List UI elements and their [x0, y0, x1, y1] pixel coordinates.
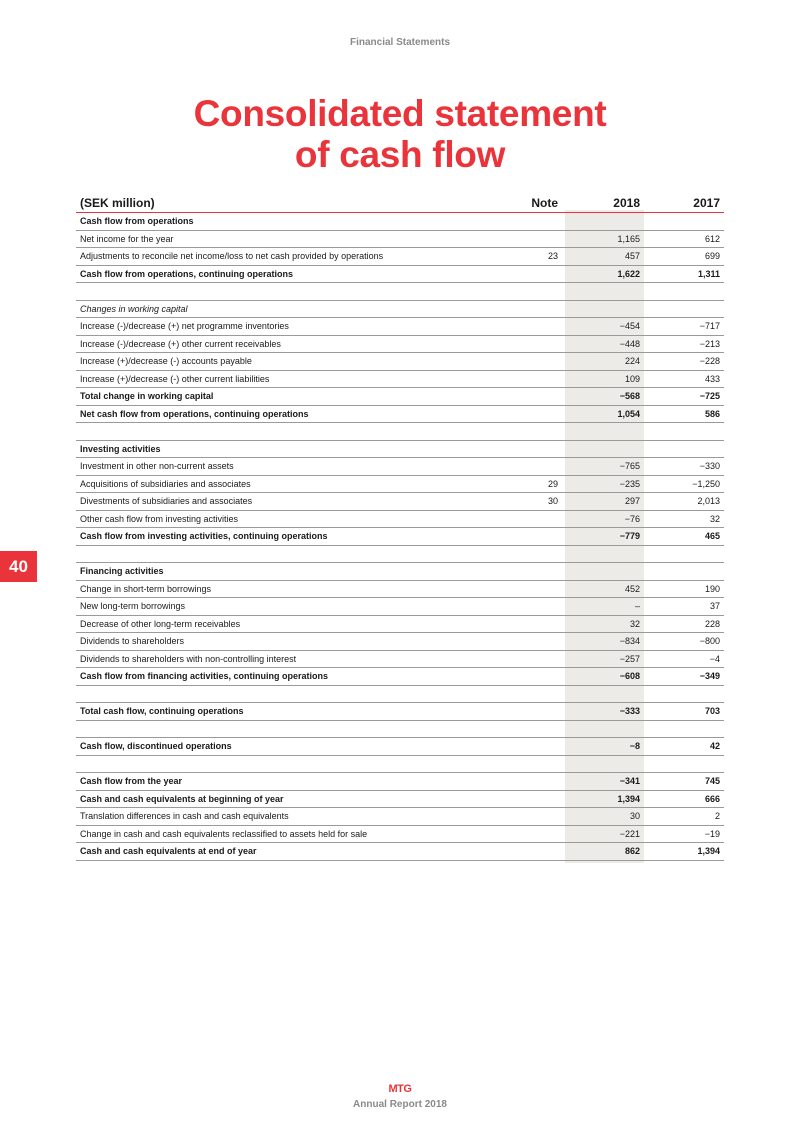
row-note [490, 843, 562, 861]
row-label [76, 545, 490, 563]
table-row [76, 213, 724, 231]
row-value-2018: 452 [565, 580, 644, 598]
row-note [490, 545, 562, 563]
table-spacer-row [76, 423, 724, 441]
row-note [490, 703, 562, 721]
row-value-2018 [565, 283, 644, 301]
row-label: Cash flow from operations, continuing operations [76, 265, 490, 283]
row-value-2018 [565, 755, 644, 773]
row-value-2017: −349 [644, 668, 724, 686]
row-value-2017: 666 [644, 790, 724, 808]
row-value-2018 [565, 300, 644, 318]
row-label: Acquisitions of subsidiaries and associates [76, 475, 490, 493]
table-row [76, 808, 724, 826]
table-row [76, 843, 724, 861]
row-value-2017: −1,250 [644, 475, 724, 493]
row-value-2018: −779 [565, 528, 644, 546]
row-note [490, 318, 562, 336]
row-value-2017 [644, 423, 724, 441]
row-note [490, 230, 562, 248]
row-value-2017 [644, 440, 724, 458]
footer-text: Annual Report 2018 [353, 1099, 447, 1110]
row-label: Increase (-)/decrease (+) other current receivables [76, 335, 490, 353]
row-note [490, 300, 562, 318]
row-value-2018: −765 [565, 458, 644, 476]
row-value-2017: −228 [644, 353, 724, 371]
row-value-2018: 297 [565, 493, 644, 511]
row-value-2017: 2 [644, 808, 724, 826]
row-value-2017: 1,311 [644, 265, 724, 283]
row-value-2017: −19 [644, 825, 724, 843]
row-value-2017 [644, 545, 724, 563]
row-value-2017: 2,013 [644, 493, 724, 511]
table-row [76, 370, 724, 388]
table-row [76, 248, 724, 266]
row-value-2017: 699 [644, 248, 724, 266]
row-value-2018 [565, 563, 644, 581]
row-value-2017: 745 [644, 773, 724, 791]
row-value-2017 [644, 300, 724, 318]
row-note [490, 685, 562, 703]
table-row [76, 615, 724, 633]
table-row [76, 353, 724, 371]
row-value-2018: −834 [565, 633, 644, 651]
row-value-2018 [565, 545, 644, 563]
cash-flow-table [76, 192, 724, 861]
row-value-2018 [565, 213, 644, 231]
table-row [76, 440, 724, 458]
row-note [490, 790, 562, 808]
row-note [490, 423, 562, 441]
table-spacer-row [76, 755, 724, 773]
row-note [490, 353, 562, 371]
row-label: Other cash flow from investing activities [76, 510, 490, 528]
row-note [490, 388, 562, 406]
row-value-2017: 1,394 [644, 843, 724, 861]
row-note [490, 773, 562, 791]
table-spacer-row [76, 283, 724, 301]
row-value-2017: 703 [644, 703, 724, 721]
row-value-2017: 465 [644, 528, 724, 546]
row-value-2018: −8 [565, 738, 644, 756]
running-head: Financial Statements [349, 37, 451, 48]
table-row [76, 405, 724, 423]
mtg-logo: MTG [388, 1083, 412, 1095]
row-label: Adjustments to reconcile net income/loss to net cash provided by operations [76, 248, 490, 266]
row-label: Cash and cash equivalents at end of year [76, 843, 490, 861]
row-value-2018: −454 [565, 318, 644, 336]
table-row [76, 563, 724, 581]
table-row [76, 475, 724, 493]
table-row [76, 790, 724, 808]
row-label: Cash flow from financing activities, continuing operations [76, 668, 490, 686]
row-label [76, 423, 490, 441]
table-row [76, 738, 724, 756]
row-value-2017: 42 [644, 738, 724, 756]
row-value-2017 [644, 563, 724, 581]
row-note [490, 440, 562, 458]
row-note [490, 598, 562, 616]
page-title-line-1: Consolidated statement [193, 93, 607, 134]
row-label: Increase (-)/decrease (+) net programme inventories [76, 318, 490, 336]
row-note [490, 720, 562, 738]
row-label [76, 720, 490, 738]
row-note [490, 825, 562, 843]
row-value-2017: 612 [644, 230, 724, 248]
page-title [0, 93, 800, 175]
page-title-line-2: of cash flow [294, 134, 506, 175]
row-label: Net cash flow from operations, continuing operations [76, 405, 490, 423]
row-value-2017: 586 [644, 405, 724, 423]
row-value-2018 [565, 423, 644, 441]
row-value-2018: −221 [565, 825, 644, 843]
row-value-2018: 1,394 [565, 790, 644, 808]
row-note [490, 808, 562, 826]
row-value-2018: – [565, 598, 644, 616]
table-row [76, 633, 724, 651]
table-row [76, 668, 724, 686]
row-value-2017: −330 [644, 458, 724, 476]
row-label: Investment in other non-current assets [76, 458, 490, 476]
row-value-2018: 32 [565, 615, 644, 633]
cash-flow-statement [76, 192, 724, 861]
row-label: Change in cash and cash equivalents reclassified to assets held for sale [76, 825, 490, 843]
table-row [76, 825, 724, 843]
row-note: 29 [490, 475, 562, 493]
row-note [490, 458, 562, 476]
row-value-2018: 457 [565, 248, 644, 266]
row-note: 23 [490, 248, 562, 266]
row-value-2017 [644, 685, 724, 703]
table-spacer-row [76, 720, 724, 738]
footer [0, 1079, 800, 1110]
table-body [76, 213, 724, 861]
row-value-2018: 1,054 [565, 405, 644, 423]
table-row [76, 493, 724, 511]
row-value-2018 [565, 440, 644, 458]
row-label: Total change in working capital [76, 388, 490, 406]
row-value-2017: −717 [644, 318, 724, 336]
row-label: Cash flow from investing activities, continuing operations [76, 528, 490, 546]
row-note [490, 650, 562, 668]
row-label: Translation differences in cash and cash equivalents [76, 808, 490, 826]
table-row [76, 598, 724, 616]
row-label: Total cash flow, continuing operations [76, 703, 490, 721]
row-value-2018: −257 [565, 650, 644, 668]
table-row [76, 388, 724, 406]
table-row [76, 650, 724, 668]
row-label: Increase (+)/decrease (-) other current liabilities [76, 370, 490, 388]
row-value-2018: −568 [565, 388, 644, 406]
row-value-2017: 32 [644, 510, 724, 528]
row-value-2017 [644, 755, 724, 773]
row-label [76, 685, 490, 703]
row-label: Net income for the year [76, 230, 490, 248]
table-row [76, 528, 724, 546]
table-row [76, 773, 724, 791]
table-row [76, 230, 724, 248]
header-year-2018: 2018 [565, 192, 644, 213]
row-value-2017: −213 [644, 335, 724, 353]
row-value-2018 [565, 720, 644, 738]
row-label: Changes in working capital [76, 300, 490, 318]
row-note [490, 335, 562, 353]
row-value-2018 [565, 685, 644, 703]
table-row [76, 335, 724, 353]
page-number-tab: 40 [0, 551, 37, 582]
row-value-2017: 228 [644, 615, 724, 633]
row-note [490, 615, 562, 633]
row-value-2018: 1,622 [565, 265, 644, 283]
row-value-2018: −333 [565, 703, 644, 721]
row-value-2018: 109 [565, 370, 644, 388]
row-label: Cash flow from operations [76, 213, 490, 231]
row-label: Increase (+)/decrease (-) accounts payable [76, 353, 490, 371]
row-value-2018: −448 [565, 335, 644, 353]
row-value-2017: 190 [644, 580, 724, 598]
row-label: Financing activities [76, 563, 490, 581]
row-label: Dividends to shareholders with non-controlling interest [76, 650, 490, 668]
row-note [490, 510, 562, 528]
row-label [76, 283, 490, 301]
table-row [76, 510, 724, 528]
row-note [490, 563, 562, 581]
row-note: 30 [490, 493, 562, 511]
row-value-2017: 37 [644, 598, 724, 616]
table-header-row [76, 192, 724, 213]
row-note [490, 755, 562, 773]
header-unit-label: (SEK million) [76, 192, 490, 213]
row-label: Divestments of subsidiaries and associates [76, 493, 490, 511]
row-note [490, 580, 562, 598]
table-row [76, 580, 724, 598]
row-value-2018: 224 [565, 353, 644, 371]
row-value-2018: 1,165 [565, 230, 644, 248]
row-value-2017 [644, 213, 724, 231]
table-row [76, 265, 724, 283]
row-value-2018: 30 [565, 808, 644, 826]
row-label: Cash flow from the year [76, 773, 490, 791]
row-note [490, 668, 562, 686]
row-note [490, 370, 562, 388]
table-row [76, 300, 724, 318]
row-value-2017: 433 [644, 370, 724, 388]
row-value-2017 [644, 720, 724, 738]
table-spacer-row [76, 685, 724, 703]
row-label: Change in short-term borrowings [76, 580, 490, 598]
row-label: Cash and cash equivalents at beginning of year [76, 790, 490, 808]
row-label: Dividends to shareholders [76, 633, 490, 651]
row-value-2018: −235 [565, 475, 644, 493]
row-note [490, 633, 562, 651]
row-label: Decrease of other long-term receivables [76, 615, 490, 633]
row-value-2017: −800 [644, 633, 724, 651]
table-row [76, 703, 724, 721]
header-year-2017: 2017 [644, 192, 724, 213]
table-spacer-row [76, 545, 724, 563]
row-note [490, 265, 562, 283]
row-label: New long-term borrowings [76, 598, 490, 616]
row-label: Cash flow, discontinued operations [76, 738, 490, 756]
row-note [490, 528, 562, 546]
row-note [490, 738, 562, 756]
row-note [490, 283, 562, 301]
row-value-2017: −4 [644, 650, 724, 668]
row-note [490, 405, 562, 423]
table-row [76, 318, 724, 336]
row-value-2017: −725 [644, 388, 724, 406]
row-value-2018: −76 [565, 510, 644, 528]
row-value-2017 [644, 283, 724, 301]
table-row [76, 458, 724, 476]
row-value-2018: 862 [565, 843, 644, 861]
row-note [490, 213, 562, 231]
header-note: Note [490, 192, 562, 213]
row-value-2018: −608 [565, 668, 644, 686]
row-label: Investing activities [76, 440, 490, 458]
row-value-2018: −341 [565, 773, 644, 791]
row-label [76, 755, 490, 773]
